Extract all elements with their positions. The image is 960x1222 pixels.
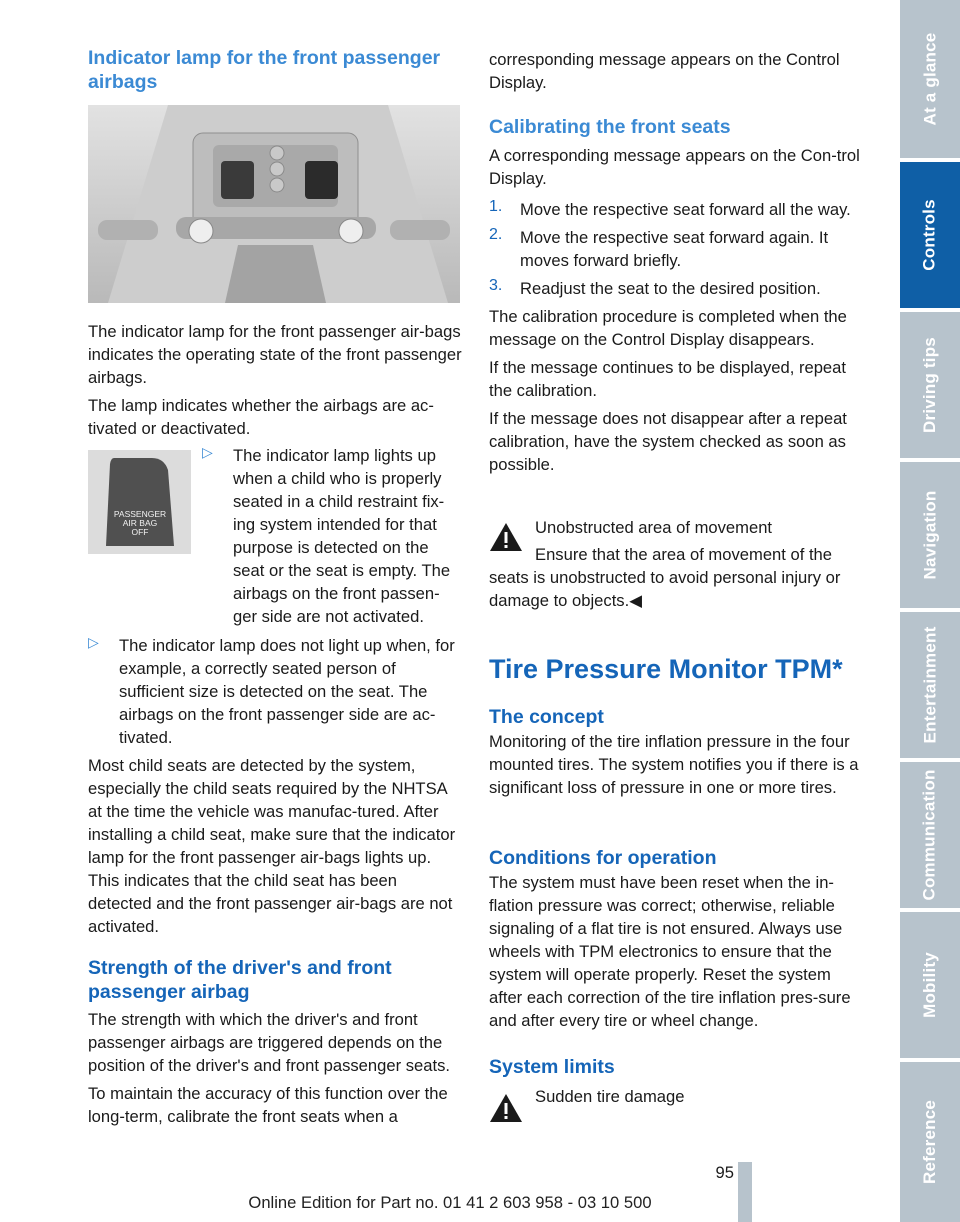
tab-controls[interactable]: Controls xyxy=(900,162,960,308)
tab-reference[interactable]: Reference xyxy=(900,1062,960,1222)
bullet-text: The indicator lamp lights up when a child who is properly seated in a child restraint fix-ing system intended for that purpose is detected on the seat or the seat is empty. The airbags on the front passen-ger side are not activated. xyxy=(233,446,451,626)
para-strength: The strength with which the driver's and front passenger airbags are triggered depends on the position of the driver's and front passenger seats. xyxy=(88,1010,450,1075)
para-have-checked: If the message does not disappear after a repeat calibration, have the system checked as soon as possible. xyxy=(489,409,847,474)
bullet-lamp-not-lit xyxy=(88,634,462,749)
warning-title: Sudden tire damage xyxy=(535,1087,685,1106)
bullet-lamp-lights-up xyxy=(202,444,462,628)
heading-airbag-strength: Strength of the driver's and front passenger airbag xyxy=(88,957,392,1003)
warning-title: Unobstructed area of movement xyxy=(535,518,773,537)
step-item xyxy=(489,226,861,272)
bullet-text: The indicator lamp does not light up when, for example, a correctly seated person of sufficient size is detected on the seat. The airbags on the front passenger side are ac-tivated. xyxy=(119,636,455,747)
para-child-seats: Most child seats are detected by the system, especially the child seats required by the NHTSA at the time the vehicle was manufac-tured. After installing a child seat, make sure that the indicator lamp for the front passenger air-bags lights up. This indicates that the child seat has been detected and the front passenger air-bags are not activated. xyxy=(88,756,456,936)
tab-communication[interactable]: Communication xyxy=(900,762,960,908)
page-marker-bar xyxy=(738,1162,752,1222)
step-number: 3. xyxy=(489,277,503,294)
heading-calibrating: Calibrating the front seats xyxy=(489,116,731,138)
badge-line-1: PASSENGER xyxy=(113,509,167,519)
step-item xyxy=(489,277,861,300)
passenger-airbag-off-badge xyxy=(88,450,191,554)
heading-concept: The concept xyxy=(489,706,604,728)
heading-indicator-lamp: Indicator lamp for the front passenger airbags xyxy=(88,47,441,93)
step-text: Move the respective seat forward all the way. xyxy=(520,200,851,219)
triangle-bullet-icon: ▷ xyxy=(202,444,213,460)
step-number: 1. xyxy=(489,198,503,215)
heading-conditions: Conditions for operation xyxy=(489,847,717,869)
tab-navigation[interactable]: Navigation xyxy=(900,462,960,608)
step-item xyxy=(489,198,861,221)
chapter-tabs xyxy=(900,0,960,1222)
step-text: Move the respective seat forward again. It moves forward briefly. xyxy=(520,228,829,270)
para-concept: Monitoring of the tire inflation pressure in the four mounted tires. The system notifies you if there is a significant loss of pressure in one or more tires. xyxy=(489,732,859,797)
heading-tpm: Tire Pressure Monitor TPM* xyxy=(489,654,843,684)
para-continuation: corresponding message appears on the Control Display. xyxy=(489,50,840,92)
step-text: Readjust the seat to the desired position. xyxy=(520,279,821,298)
para-conditions: The system must have been reset when the in-flation pressure was correct; otherwise, reliable signaling of a flat tire is not ensured. Always use wheels with TPM electronics to ensure that the system will operate properly. Reset the system after each correction of the tire inflation pres-sure and after every tire or wheel change. xyxy=(489,873,851,1030)
para-repeat-calib: If the message continues to be displayed, repeat the calibration. xyxy=(489,358,846,400)
para-lamp-indicates: The lamp indicates whether the airbags are ac-tivated or deactivated. xyxy=(88,396,434,438)
step-number: 2. xyxy=(489,226,503,243)
para-indicator-state: The indicator lamp for the front passenger air-bags indicates the operating state of the front passenger airbags. xyxy=(88,322,462,387)
heading-system-limits: System limits xyxy=(489,1056,615,1078)
para-calib-message: A corresponding message appears on the Con-trol Display. xyxy=(489,146,860,188)
para-maintain-accuracy: To maintain the accuracy of this function over the long-term, calibrate the front seats when a xyxy=(88,1084,448,1126)
badge-line-2: AIR BAG xyxy=(122,518,158,528)
para-calib-complete: The calibration procedure is completed when the message on the Control Display disappears. xyxy=(489,307,847,349)
overhead-console-photo xyxy=(88,105,460,303)
tab-mobility[interactable]: Mobility xyxy=(900,912,960,1058)
footer-edition: Online Edition for Part no. 01 41 2 603 958 - 03 10 500 xyxy=(248,1193,652,1212)
page-number: 95 xyxy=(715,1163,734,1182)
badge-line-3: OFF xyxy=(131,527,149,537)
warning-body: Ensure that the area of movement of the seats is unobstructed to avoid personal injury or damage to objects.◀ xyxy=(489,545,841,610)
tab-driving-tips[interactable]: Driving tips xyxy=(900,312,960,458)
tab-at-a-glance[interactable]: At a glance xyxy=(900,0,960,158)
triangle-bullet-icon: ▷ xyxy=(88,634,99,650)
tab-entertainment[interactable]: Entertainment xyxy=(900,612,960,758)
